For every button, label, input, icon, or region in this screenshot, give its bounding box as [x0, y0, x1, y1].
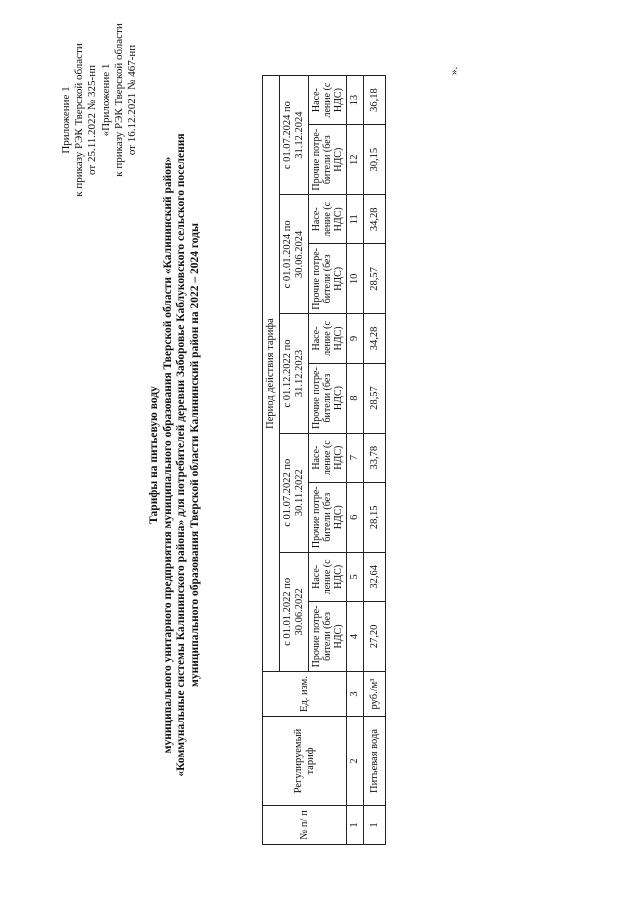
period-4: с 01.01.2024 по 30.06.2024	[280, 195, 309, 314]
header-no: № п/ п	[263, 806, 347, 845]
col-num: 3	[347, 672, 364, 717]
col-num: 5	[347, 552, 364, 601]
row-name: Питьевая вода	[364, 717, 386, 806]
tariff-value: 34,28	[364, 314, 386, 363]
title-line3: «Коммунальные системы Калининского района» для потребителей деревни Заборовье Каблуковского сельского поселения	[175, 133, 187, 777]
header-period: Период действия тарифа	[263, 76, 280, 672]
closing-quote: ».	[448, 66, 460, 75]
sub-other-4: Прочие потре- бители (без НДС)	[309, 244, 347, 314]
col-num: 1	[347, 806, 364, 845]
col-num: 11	[347, 195, 364, 244]
title-line1: Тарифы на питьевую воду	[148, 386, 160, 524]
tariff-value: 28,57	[364, 363, 386, 433]
sub-pop-5: Насе- ление (с НДС)	[309, 76, 347, 125]
col-num: 6	[347, 482, 364, 552]
sub-other-2: Прочие потре- бители (без НДС)	[309, 482, 347, 552]
row-unit: руб./м³	[364, 672, 386, 717]
table-header-row-1	[263, 76, 280, 845]
col-num: 7	[347, 433, 364, 482]
tariff-value: 28,15	[364, 482, 386, 552]
header-tariff: Регулируемый тариф	[263, 717, 347, 806]
sub-pop-4: Насе- ление (с НДС)	[309, 195, 347, 244]
appendix-prev-line3: от 16.12.2021 № 467-нп	[126, 44, 138, 156]
sub-other-1: Прочие потре- бители (без НДС)	[309, 601, 347, 671]
col-num: 2	[347, 717, 364, 806]
tariff-table	[262, 75, 386, 845]
col-num: 12	[347, 125, 364, 195]
period-1: с 01.01.2022 по 30.06.2022	[280, 552, 309, 671]
period-2: с 01.07.2022 по 30.11.2022	[280, 433, 309, 552]
title-line2: муниципального унитарного предприятия муниципального образования Тверской области «Калининский район»	[161, 156, 174, 754]
sub-pop-3: Насе- ление (с НДС)	[309, 314, 347, 363]
sub-pop-1: Насе- ление (с НДС)	[309, 552, 347, 601]
title-line4: муниципального образования Тверской области Калининский район на 2022 – 2024 годы	[188, 223, 201, 687]
col-num: 13	[347, 76, 364, 125]
appendix-current-line3: от 25.11.2022 № 325-нп	[86, 65, 98, 175]
sub-other-5: Прочие потре- бители (без НДС)	[309, 125, 347, 195]
tariff-value: 28,57	[364, 244, 386, 314]
col-num: 10	[347, 244, 364, 314]
appendix-previous-header	[100, 0, 139, 200]
sub-other-3: Прочие потре- бители (без НДС)	[309, 363, 347, 433]
col-num: 8	[347, 363, 364, 433]
period-5: с 01.07.2024 по 31.12.2024	[280, 76, 309, 195]
table-row	[364, 76, 386, 845]
appendix-prev-line1: «Приложение 1	[100, 63, 112, 137]
appendix-current-header	[60, 20, 99, 220]
header-unit: Ед. изм.	[263, 672, 347, 717]
tariff-value: 34,28	[364, 195, 386, 244]
appendix-current-line1: Приложение 1	[60, 86, 72, 154]
row-no: 1	[364, 806, 386, 845]
tariff-value: 32,64	[364, 552, 386, 601]
document-title	[148, 75, 202, 835]
appendix-current-line2: к приказу РЭК Тверской области	[73, 43, 85, 197]
column-number-row	[347, 76, 364, 845]
appendix-prev-line2: к приказу РЭК Тверской области	[113, 23, 125, 177]
tariff-value: 30,15	[364, 125, 386, 195]
tariff-value: 36,18	[364, 76, 386, 125]
col-num: 4	[347, 601, 364, 671]
period-3: с 01.12.2022 по 31.12.2023	[280, 314, 309, 433]
col-num: 9	[347, 314, 364, 363]
tariff-value: 27,20	[364, 601, 386, 671]
tariff-value: 33,78	[364, 433, 386, 482]
sub-pop-2: Насе- ление (с НДС)	[309, 433, 347, 482]
